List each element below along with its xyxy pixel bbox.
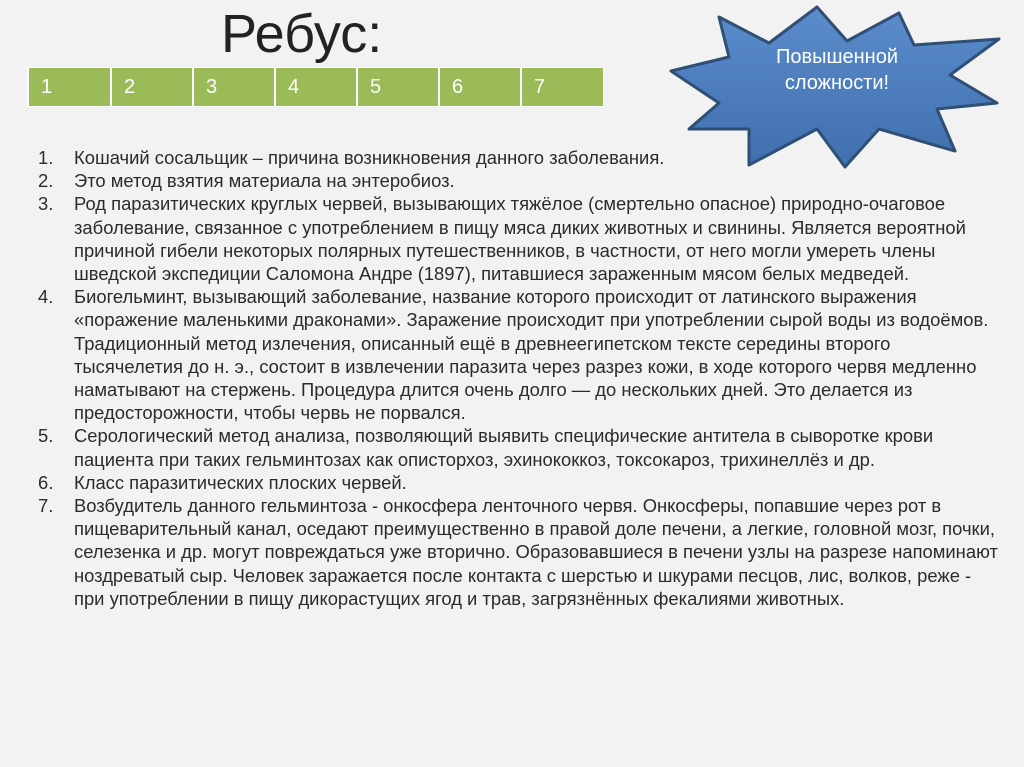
difficulty-badge-text: Повышенной сложности! xyxy=(775,46,899,94)
item-number: 3. xyxy=(38,193,54,215)
number-cell-4: 4 xyxy=(275,68,357,107)
number-cell-5: 5 xyxy=(357,68,439,107)
number-row xyxy=(28,68,603,107)
number-cell-3: 3 xyxy=(193,68,275,107)
item-text: Серологический метод анализа, позволяющий выявить специфические антитела в сыворотке крови пациента при таких гельминтозах как описторхоз, эхинококкоз, токсокароз, трихинеллёз и др. xyxy=(74,425,934,470)
item-text: Биогельминт, вызывающий заболевание, название которого происходит от латинского выражения «поражение маленькими драконами». Заражение происходит при употреблении сырой воды из водоёмов. Традиционный метод излечения, описанный ещё в древнеегипетском тексте середины второго тысячелетия до н. э., состоит в извлечении паразита через разрез кожи, в ходе которого червя медленно наматывают на стержень. Процедура длится очень долго — до нескольких дней. Это делается из предосторожности, чтобы червь не порвался. xyxy=(74,286,989,424)
slide-title: Ребус: xyxy=(221,4,383,64)
list-item xyxy=(38,285,998,424)
item-number: 1. xyxy=(38,147,54,168)
item-text: Это метод взятия материала на энтеробиоз. xyxy=(74,170,455,192)
list-item xyxy=(38,494,998,610)
item-text: Класс паразитических плоских червей. xyxy=(74,471,407,493)
list-item xyxy=(38,192,998,285)
number-cell-6: 6 xyxy=(439,68,521,107)
item-text: Род паразитических круглых червей, вызывающих тяжёлое (смертельно опасное) природно-очаговое заболевание, связанное с употреблением в пищу мяса диких животных и свинины. Является вероятной причиной гибели некоторых полярных путешественников, в частности, от него могли умереть члены шведской экспедиции Саломона Андре (1897), питавшиеся зараженным мясом белых медведей. xyxy=(74,193,966,285)
item-number: 4. xyxy=(38,286,54,308)
list-item xyxy=(38,424,998,470)
item-text: Возбудитель данного гельминтоза - онкосфера ленточного червя. Онкосферы, попавшие через рот в пищеварительный канал, оседают преимущественно в правой доле печени, а легкие, головной мозг, почки, селезенка и др. могут повреждаться уже вторично. Образовавшиеся в печени узлы на разрезе напоминают ноздреватый сыр. Человек заражается после контакта с шерстью и шкурами песцов, лис, волков, реже - при употреблении в пищу дикорастущих ягод и трав, загрязнённых фекалиями животных. xyxy=(74,495,998,609)
number-cell-2: 2 xyxy=(111,68,193,107)
item-number: 5. xyxy=(38,425,54,447)
list-item xyxy=(38,169,998,192)
number-cell-7: 7 xyxy=(521,68,603,107)
item-number: 6. xyxy=(38,471,54,493)
item-number: 2. xyxy=(38,170,54,192)
number-table xyxy=(27,67,604,107)
item-number: 7. xyxy=(38,495,54,517)
item-text: Кошачий сосальщик – причина возникновения данного заболевания. xyxy=(74,147,665,168)
number-cell-1: 1 xyxy=(28,68,111,107)
question-list xyxy=(38,146,998,610)
list-item xyxy=(38,471,998,494)
list-item xyxy=(38,146,998,169)
